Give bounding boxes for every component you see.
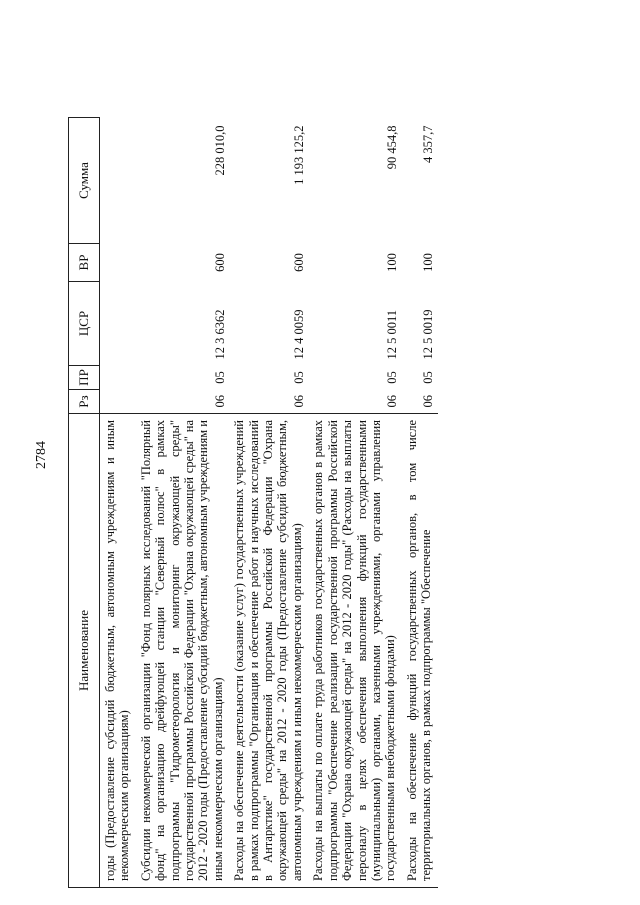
row-vr [100, 244, 136, 282]
row-pr: 05 [291, 371, 306, 384]
row-rz: 06 [385, 395, 400, 408]
header-vr: ВР [69, 244, 100, 282]
row-pr: 05 [421, 371, 436, 384]
row-csr [100, 282, 136, 366]
row-pr: 05 [385, 371, 400, 384]
row-name: Расходы на обеспечение деятельности (оказание услуг) государственных учреждений в рамках подпрограммы "Организация и обеспечение работ и научных исследований в Антарктике" государственной программы Российской Федерации "Охрана окружающей среды" на 2012 - 2020 годы (Предоставление субсидий бюджетным, автономным учреждениям и иным некоммерческим организациям) [229, 414, 308, 888]
table-row [308, 118, 401, 888]
header-csr: ЦСР [69, 282, 100, 366]
row-sum [100, 118, 136, 244]
row-csr: 12 4 0059 [291, 309, 306, 360]
row-vr: 600 [291, 253, 306, 272]
table-header-row [69, 118, 100, 888]
row-rz: 06 [291, 395, 306, 408]
row-sum: 228 010,0 [212, 125, 227, 176]
page-number: 2784 [34, 441, 49, 469]
row-csr: 12 5 0011 [385, 309, 400, 360]
row-vr: 100 [421, 253, 436, 272]
header-rz: Рз [69, 390, 100, 414]
row-rz: 06 [421, 395, 436, 408]
row-vr: 600 [212, 253, 227, 272]
table-row [402, 118, 438, 888]
row-name: Расходы на обеспечение функций государственных органов, в том числе территориальных органов, в рамках подпрограммы "Обеспечение [402, 414, 438, 888]
row-name: Субсидии некоммерческой организации "Фонд полярных исследований "Полярный фонд" на организацию дрейфующей станции "Северный полюс" в рамках подпрограммы "Гидрометеорология и мониторинг окружающей среды" государственной программы Российской Федерации "Охрана окружающей среды" на 2012 - 2020 годы (Предоставление субсидий бюджетным, автономным учреждениям и иным некоммерческим организациям) [136, 414, 229, 888]
table-row [229, 118, 308, 888]
row-sum: 4 357,7 [421, 125, 436, 163]
row-csr: 12 3 6362 [212, 309, 227, 360]
budget-table-sheet [68, 118, 630, 888]
table-row [136, 118, 229, 888]
header-name: Наименование [69, 414, 100, 888]
table-row [100, 118, 136, 888]
row-pr [100, 366, 136, 390]
header-pr: ПР [69, 366, 100, 390]
row-rz: 06 [212, 395, 227, 408]
row-pr: 05 [212, 371, 227, 384]
header-sum: Сумма [69, 118, 100, 244]
row-name: Расходы на выплаты по оплате труда работников государственных органов в рамках подпрограммы "Обеспечение реализации государственной программы Российской Федерации "Охрана окружающей среды" на 2012 - 2020 годы" (Расходы на выплаты персоналу в целях обеспечения выполнения функций государственными (муниципальными) органами, казенными учреждениями, органами управления государственными внебюджетными фондами) [308, 414, 401, 888]
budget-table [68, 117, 438, 888]
row-csr: 12 5 0019 [421, 309, 436, 360]
row-sum: 90 454,8 [385, 125, 400, 170]
row-vr: 100 [385, 253, 400, 272]
row-name: годы (Предоставление субсидий бюджетным, автономным учреждениям и иным некоммерческим организациям) [100, 414, 136, 888]
row-rz [100, 390, 136, 414]
row-sum: 1 193 125,2 [291, 125, 306, 185]
